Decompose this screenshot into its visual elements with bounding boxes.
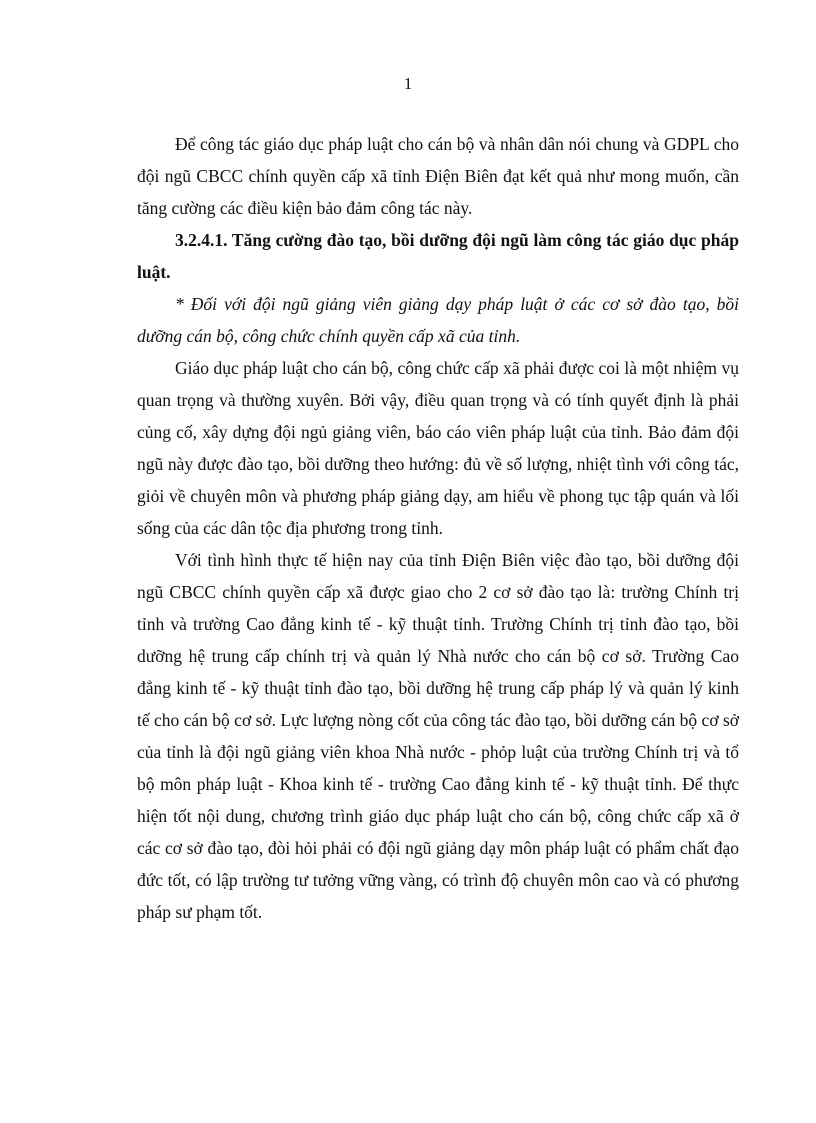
body-paragraph-1: Giáo dục pháp luật cho cán bộ, công chức cấp xã phải được coi là một nhiệm vụ quan trọng và thường xuyên. Bởi vậy, điều quan trọng và có tính quyết định là phải củng cố, xây dựng đội ngủ giảng viên, báo cáo viên pháp luật của tỉnh. Bảo đảm đội ngũ này được đào tạo, bồi dưỡng theo hướng: đủ về số lượng, nhiệt tình với công tác, giỏi về chuyên môn và phương pháp giảng dạy, am hiểu về phong tục tập quán và lối sống của các dân tộc địa phương trong tỉnh. xyxy=(137,358,739,538)
subsection-heading: * Đối với đội ngũ giảng viên giảng dạy pháp luật ở các cơ sở đào tạo, bồi dưỡng cán bộ, công chức chính quyền cấp xã của tỉnh. xyxy=(137,294,739,346)
page-content xyxy=(137,128,739,928)
intro-paragraph: Để công tác giáo dục pháp luật cho cán bộ và nhân dân nói chung và GDPL cho đội ngũ CBCC chính quyền cấp xã tỉnh Điện Biên đạt kết quả như mong muốn, cần tăng cường các điều kiện bảo đảm công tác này. xyxy=(137,134,739,218)
section-heading: 3.2.4.1. Tăng cường đào tạo, bồi dưỡng đội ngũ làm công tác giáo dục pháp luật. xyxy=(137,230,739,282)
body-paragraph-2: Với tình hình thực tế hiện nay của tỉnh Điện Biên việc đào tạo, bồi dưỡng đội ngũ CBCC chính quyền cấp xã được giao cho 2 cơ sở đào tạo là: trường Chính trị tỉnh và trường Cao đẳng kinh tế - kỹ thuật tỉnh. Trường Chính trị tỉnh đào tạo, bồi dưỡng hệ trung cấp chính trị và quản lý Nhà nước cho cán bộ cơ sở. Trường Cao đẳng kinh tế - kỹ thuật tỉnh đào tạo, bồi dưỡng hệ trung cấp pháp lý và quản lý kinh tế cho cán bộ cơ sở. Lực lượng nòng cốt của công tác đào tạo, bồi dưỡng cán bộ cơ sở của tỉnh là đội ngũ giảng viên khoa Nhà nước - phỏp luật của trường Chính trị và tổ bộ môn pháp luật - Khoa kinh tế - trường Cao đẳng kinh tế - kỹ thuật tỉnh. Để thực hiện tốt nội dung, chương trình giáo dục pháp luật cho cán bộ, công chức cấp xã ở các cơ sở đào tạo, đòi hỏi phải có đội ngũ giảng dạy môn pháp luật có phẩm chất đạo đức tốt, có lập trường tư tưởng vững vàng, có trình độ chuyên môn cao và có phương pháp sư phạm tốt. xyxy=(137,550,740,922)
page-number: 1 xyxy=(403,74,413,93)
